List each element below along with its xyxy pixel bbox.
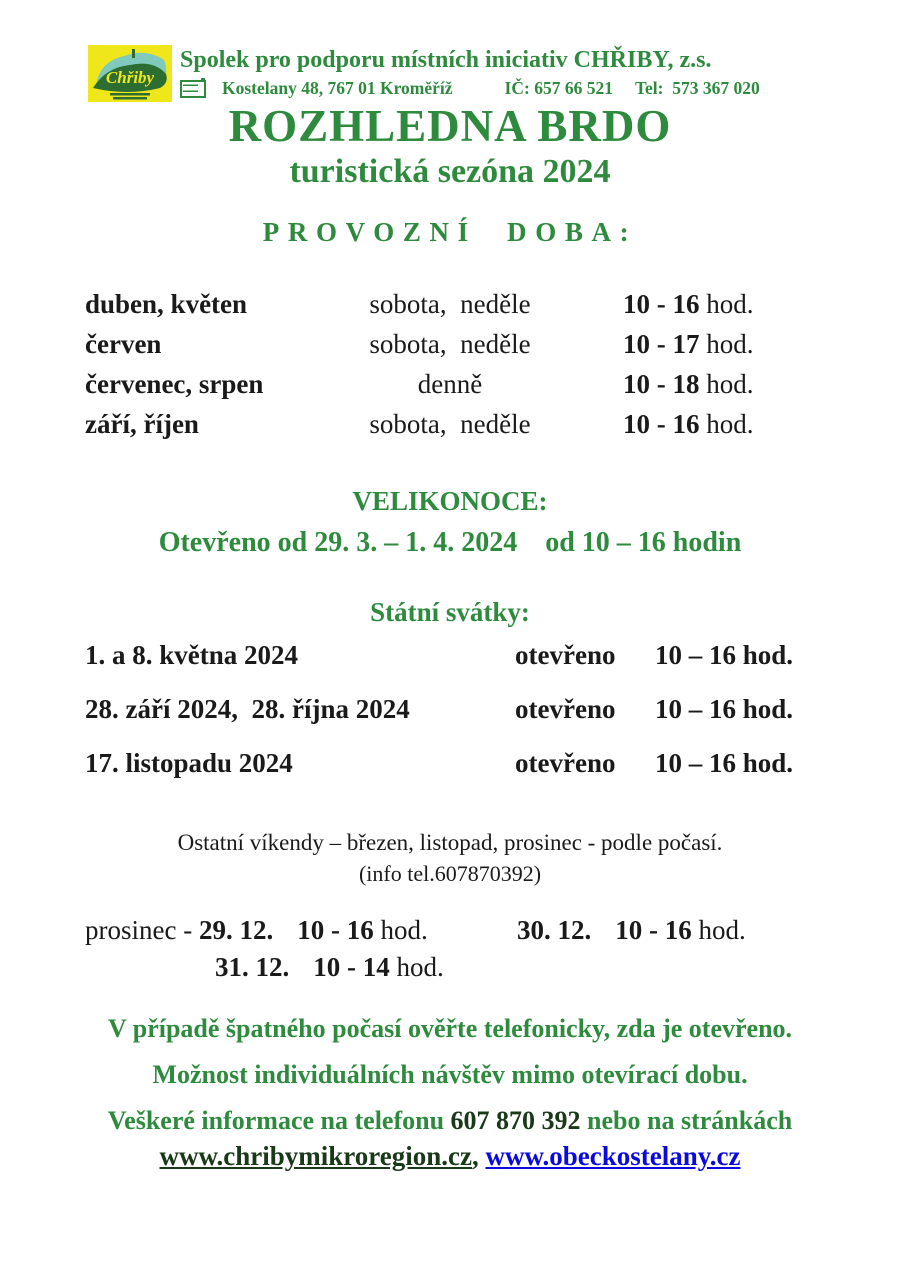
bad-weather-note: V případě špatného počasí ověřte telefonicky, zda je otevřeno. [107,1014,793,1043]
schedule-time: 10 - 16 hod. [623,289,754,319]
schedule-time: 10 - 18 hod. [623,369,754,399]
december-unit: hod. [373,915,428,945]
header [88,45,760,102]
december-line-1 [85,915,815,952]
schedule-time: 10 - 17 hod. [623,329,754,359]
weekends-note: Ostatní víkendy – březen, listopad, prosinec - podle počasí. [177,830,723,855]
holiday-date: 28. září 2024, 28. října 2024 [85,694,410,724]
website-links [0,1141,900,1172]
schedule-months: duben, květen [85,289,248,319]
schedule-days: sobota, neděle [369,289,531,319]
december-prefix: prosinec - [85,915,199,945]
contact-row [180,78,760,99]
schedule-days: sobota, neděle [369,409,531,439]
postal-address: Kostelany 48, 767 01 Kroměříž [222,78,453,98]
info-phone-note: (info tel.607870392) [358,861,542,886]
schedule-months: září, říjen [85,409,199,439]
link-chribymikroregion[interactable]: www.chribymikroregion.cz [159,1141,472,1171]
december-line-2 [85,952,815,989]
holiday-date: 17. listopadu 2024 [85,748,293,778]
season-schedule [85,289,815,449]
december-entry [85,915,517,946]
december-date: 31. 12. [215,952,290,982]
state-holidays-heading: Státní svátky: [370,597,530,627]
holiday-row [85,748,815,786]
december-time: 10 - 16 [615,915,692,945]
info-prefix: Veškeré informace na telefonu [107,1106,451,1135]
company-id: IČ: 657 66 521 [504,78,613,98]
december-time: 10 - 14 [313,952,390,982]
logo-wordmark: Chřiby [105,68,155,87]
schedule-row [85,329,815,369]
holiday-time: 10 – 16 hod. [655,694,794,724]
easter-heading: VELIKONOCE: [352,486,548,516]
info-suffix: nebo na stránkách [580,1106,793,1135]
individual-visits-note: Možnost individuálních návštěv mimo otevírací dobu. [152,1060,748,1089]
december-entry [517,915,746,946]
state-holidays [85,640,815,802]
page-subtitle: turistická sezóna 2024 [289,153,611,190]
december-time: 10 - 16 [297,915,374,945]
schedule-row [85,409,815,449]
page-title: ROZHLEDNA BRDO [228,101,672,151]
link-obeckostelany[interactable]: www.obeckostelany.cz [485,1141,741,1171]
holiday-date: 1. a 8. května 2024 [85,640,299,670]
schedule-months: červenec, srpen [85,369,264,399]
holiday-time: 10 – 16 hod. [655,748,794,778]
december-schedule [85,915,815,989]
schedule-months: červen [85,329,162,359]
schedule-row [85,289,815,329]
december-date: 29. 12. [198,915,274,945]
schedule-days: sobota, neděle [369,329,531,359]
organization-name: Spolek pro podporu místních iniciativ CHŘIBY, z.s. [180,47,712,73]
holiday-status: otevřeno [515,694,616,724]
envelope-icon [180,80,206,98]
holiday-status: otevřeno [515,640,616,670]
info-phone-number: 607 870 392 [450,1106,581,1135]
december-unit: hod. [389,952,444,982]
december-unit: hod. [691,915,746,945]
schedule-row [85,369,815,409]
holiday-time: 10 – 16 hod. [655,640,794,670]
december-date: 30. 12. [517,915,592,945]
easter-dates: Otevřeno od 29. 3. – 1. 4. 2024 od 10 – 16 hodin [158,527,742,558]
chriby-logo [88,45,172,102]
phone-number-header: Tel: 573 367 020 [634,78,760,98]
holiday-row [85,640,815,678]
info-line [0,1106,900,1136]
schedule-time: 10 - 16 hod. [623,409,754,439]
holiday-row [85,694,815,732]
opening-hours-heading: PROVOZNÍ DOBA: [262,217,638,247]
schedule-days: denně [417,369,483,399]
holiday-status: otevřeno [515,748,616,778]
link-separator: , [472,1141,486,1171]
header-text [180,45,760,99]
